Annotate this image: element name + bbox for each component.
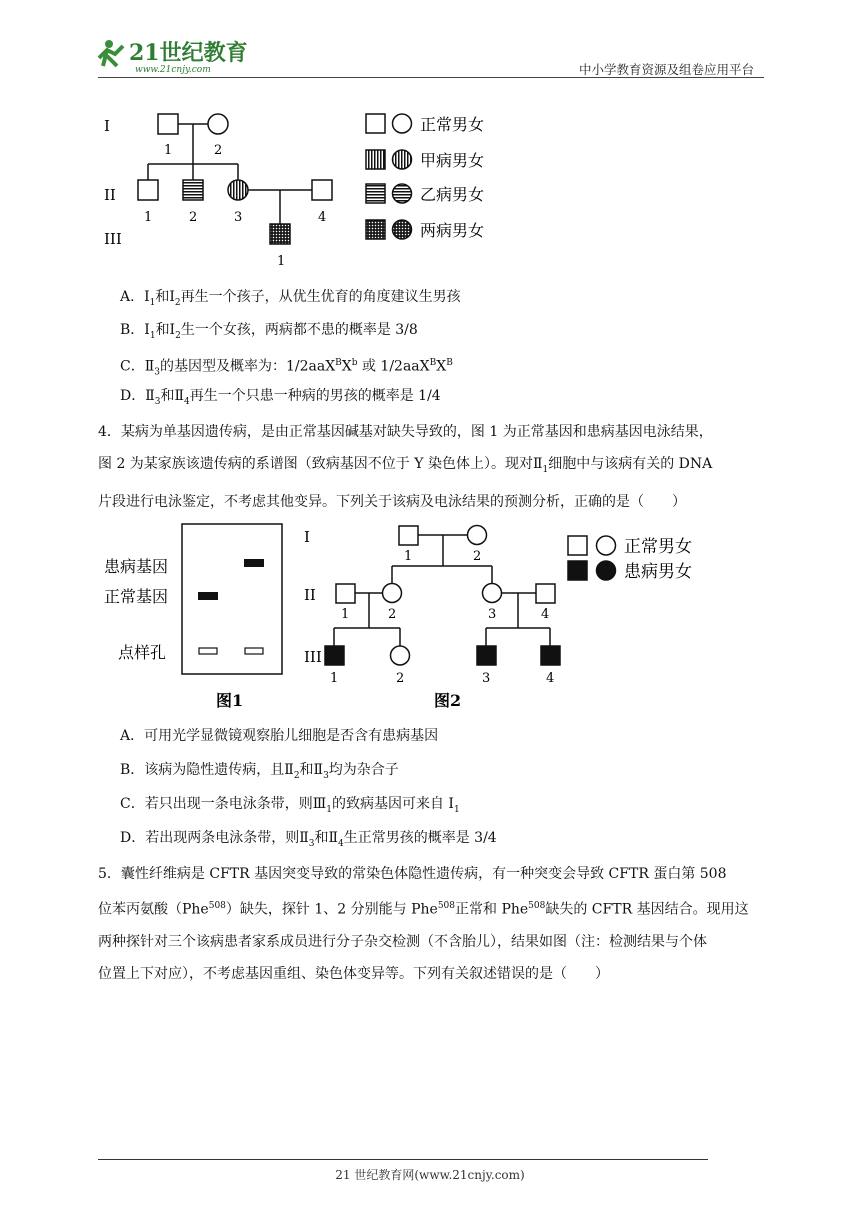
logo-url: www.21cnjy.com: [135, 65, 211, 75]
q4-individual-III3: [477, 646, 496, 665]
svg-text:4: 4: [541, 607, 550, 622]
svg-text:2: 2: [214, 143, 223, 158]
svg-text:2: 2: [473, 549, 482, 564]
q4-stem: 4．某病为单基因遗传病，是由正常基因碱基对缺失导致的，图 1 为正常基因和患病基因电泳结果， 图 2 为某家族该遗传病的系谱图（致病基因不位于 Y 染色体上）。现对$Ⅱ_1$细胞中与该病有关的 DNA 片段进行电泳鉴定，不考虑其他变异。下列关于该病及电泳结果的预测分析，正确的是（ ）: [98, 424, 713, 510]
svg-text:正常男女: 正常男女: [420, 115, 485, 134]
svg-text:I: I: [304, 528, 310, 546]
svg-text:1: 1: [341, 607, 350, 622]
svg-text:2: 2: [388, 607, 397, 622]
q3-option-a: A．$Ⅰ_1$和$Ⅰ_2$再生一个孩子，从优生优育的角度建议生男孩: [120, 289, 461, 308]
individual-II3: [228, 180, 248, 200]
svg-text:III: III: [304, 648, 322, 666]
pedigree-figure-q4: [296, 520, 716, 712]
band-normal: [198, 592, 218, 600]
label-normal-gene: 正常基因: [104, 587, 169, 606]
well-1: [199, 648, 217, 654]
q4-individual-II4: [536, 584, 555, 603]
svg-text:两病男女: 两病男女: [420, 221, 485, 240]
footer-text: 21 世纪教育网(www.21cnjy.com): [335, 1168, 525, 1182]
legend-q4: [568, 536, 692, 582]
logo: [95, 36, 265, 80]
q4-option-d: D．若出现两条电泳条带，则$Ⅱ_3$和$Ⅱ_4$生正常男孩的概率是 3/4: [120, 830, 497, 849]
svg-text:2: 2: [189, 210, 198, 225]
header-divider: [98, 77, 764, 78]
q4-individual-II2: [383, 584, 402, 603]
q4-individual-III1: [325, 646, 344, 665]
q4-option-a: A．可用光学显微镜观察胎儿细胞是否含有患病基因: [120, 728, 439, 744]
gen-label-II: II: [104, 186, 116, 204]
q5-stem: 5．囊性纤维病是 CFTR 基因突变导致的常染色体隐性遗传病，有一种突变会导致 CFTR 蛋白第 508 位苯丙氨酸（Phe$^{508}$）缺失，探针 1、2 分别能与 Phe$^{508}$正常和 Phe$^{508}$缺失的 CFTR 基因结合。现用这 两种探针对三个该病患者家系成员进行分子杂交检测（不含胎儿），结果如图（注：检测结果与个体 位置上下对应），不考虑基因重组、染色体变异等。下列有关叙述错误的是（ ）: [98, 866, 749, 982]
pedigree-figure-top: [98, 104, 518, 274]
svg-text:1: 1: [144, 210, 153, 225]
svg-text:3: 3: [234, 210, 243, 225]
footer-divider: [98, 1159, 708, 1160]
band-disease: [244, 559, 264, 567]
q4-individual-III2: [391, 646, 410, 665]
individual-II2: [183, 180, 203, 200]
logo-text: 21世纪教育: [129, 40, 248, 66]
svg-text:3: 3: [482, 671, 491, 686]
fig1-caption: 图1: [216, 691, 244, 710]
svg-text:1: 1: [330, 671, 339, 686]
svg-text:乙病男女: 乙病男女: [420, 185, 485, 204]
electrophoresis-figure: [98, 520, 298, 712]
svg-text:1: 1: [164, 143, 173, 158]
gel-frame: [182, 524, 282, 674]
svg-text:甲病男女: 甲病男女: [420, 151, 485, 170]
fig2-caption: 图2: [434, 691, 462, 710]
individual-I1: [158, 114, 178, 134]
svg-text:4: 4: [546, 671, 555, 686]
individual-III1: [270, 224, 290, 244]
svg-text:II: II: [304, 586, 316, 604]
gen-label-III: III: [104, 230, 122, 248]
individual-II1: [138, 180, 158, 200]
q4-individual-I1: [399, 526, 418, 545]
individual-II4: [312, 180, 332, 200]
q4-individual-II1: [336, 584, 355, 603]
q4-option-b: B．该病为隐性遗传病，且$Ⅱ_2$和$Ⅱ_3$均为杂合子: [120, 762, 399, 781]
svg-text:1: 1: [277, 254, 286, 269]
q3-option-d: D．$Ⅱ_3$和$Ⅱ_4$再生一个只患一种病的男孩的概率是 1/4: [120, 388, 441, 407]
logo-runner-icon: [99, 40, 123, 66]
label-well: 点样孔: [118, 643, 167, 662]
svg-text:3: 3: [488, 607, 497, 622]
label-disease-gene: 患病基因: [104, 557, 169, 576]
individual-I2: [208, 114, 228, 134]
q3-option-b: B．$Ⅰ_1$和$Ⅰ_2$生一个女孩，两病都不患的概率是 3/8: [120, 322, 418, 341]
q4-option-c: C．若只出现一条电泳条带，则$Ⅲ_1$的致病基因可来自 $I_1$: [120, 796, 460, 815]
legend-top: [366, 114, 484, 240]
q4-individual-II3: [483, 584, 502, 603]
svg-text:患病男女: 患病男女: [624, 562, 692, 582]
svg-text:2: 2: [396, 671, 405, 686]
svg-text:4: 4: [318, 210, 327, 225]
q3-option-c: C．$Ⅱ_3$的基因型及概率为：$1/2aaX^BX^b$ 或 $1/2aaX^BX^B$: [120, 358, 453, 378]
gen-label-I: I: [104, 117, 110, 135]
svg-text:正常男女: 正常男女: [624, 537, 692, 557]
header-platform-text: 中小学教育资源及组卷应用平台: [578, 62, 754, 77]
well-2: [245, 648, 263, 654]
svg-text:1: 1: [404, 549, 413, 564]
q4-individual-I2: [468, 526, 487, 545]
q4-individual-III4: [541, 646, 560, 665]
